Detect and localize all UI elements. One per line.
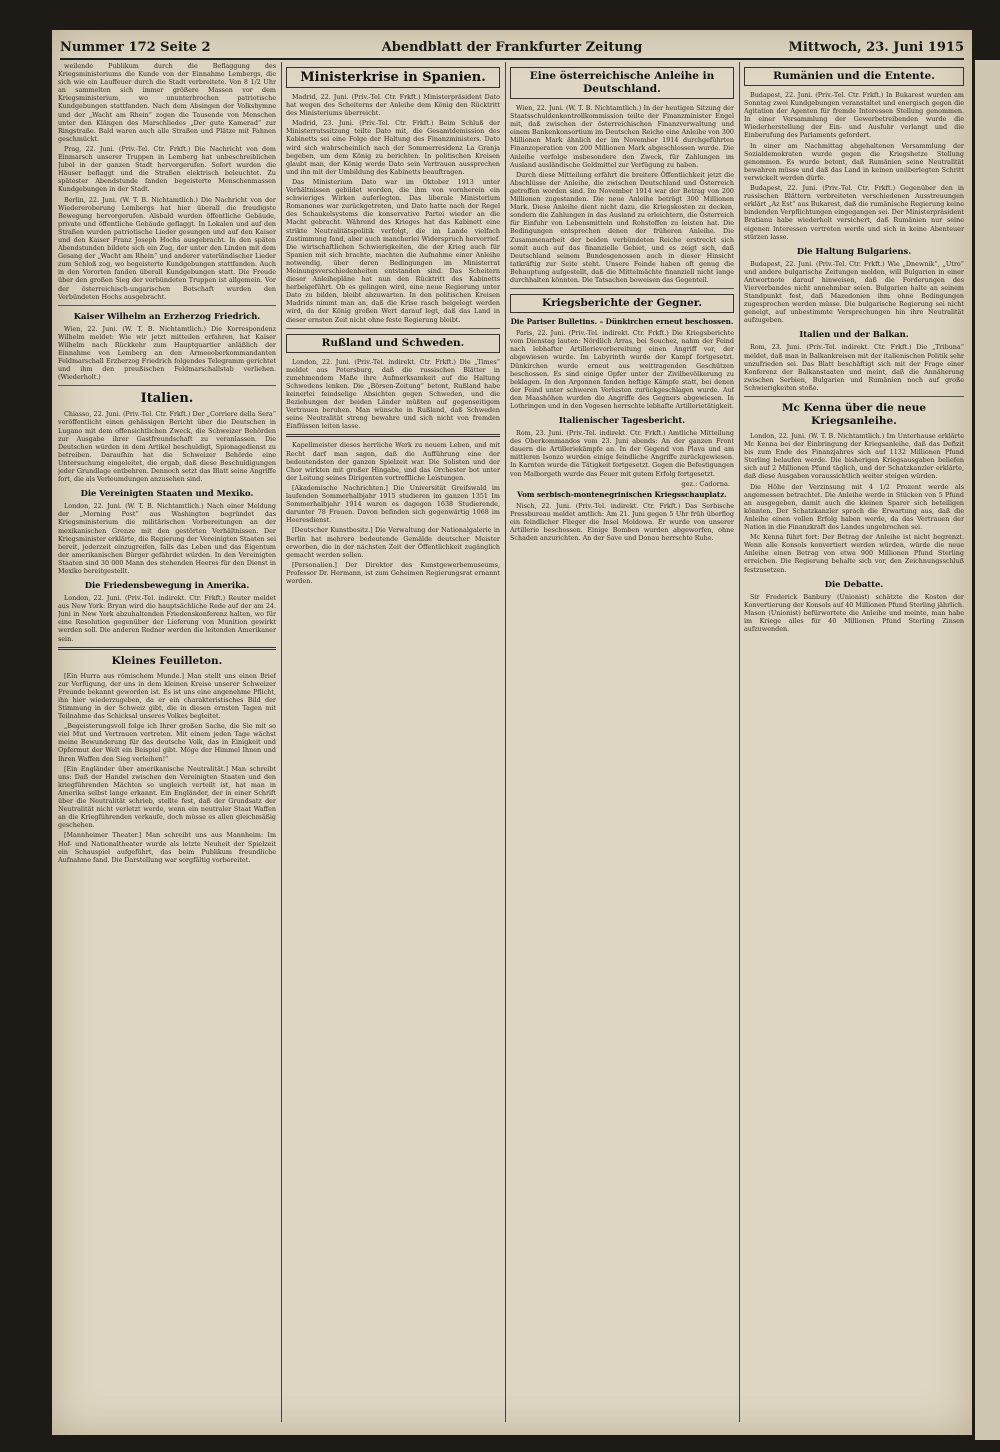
feuilleton-paragraph: [Ein Engländer über amerikanische Neutralität.] Man schreibt uns: Daß der Handel zwischen den Vereinigten Staaten und den kriegführenden Mächten so ungleich verteilt ist, hat man in Amerika selbst lange erkannt. Ein Engländer, der in einer Schrift über die Neutralität schrieb, stellte fest, daß der Grundsatz der Neutralität nicht verletzt werde, wenn ein neutraler Staat Waffen an die Kriegführenden verkaufe, doch müsse es allen gleichmäßig geschehen. [58,764,276,830]
column-3 [510,62,734,1422]
column-4 [744,62,964,1422]
article-paragraph: Paris, 22. Juni. (Priv.-Tel. indirekt. Ctr. Frkft.) Die Kriegsberichte vom Dienstag lauten: Nördlich Arras, bei Souchez, nahm der Feind nach lebhafter Artillerievorbereitung einen Angriff vor, der abgewiesen wurde. Im Labyrinth wurde der Kampf fortgesetzt. Dünkirchen wurde erneut aus weittragenden Geschützen beschossen. Es sind einige Opfer unter der Zivilbevölkerung zu beklagen. In den Argonnen fanden heftige Kämpfe statt, bei denen der Feind unter schweren Verlusten zurückgeschlagen wurde. Auf den Maashöhen wurden die Angriffe des Gegners abgewiesen. In Lothringen und in den Vogesen herrschte lebhafte Artillerietätigkeit. [510,329,734,410]
feuilleton-heading: Kleines Feuilleton. [111,654,223,667]
subheading-serbisch-montenegrinisch: Vom serbisch-montenegrinischen Kriegsschauplatz. [517,489,727,499]
section-heading-rumaenien: Rumänien und die Entente. [744,67,964,86]
feuilleton-divider [286,434,500,437]
feuilleton-paragraph: [Ein Hurra aus römischem Munde.] Man stellt uns einen Brief zur Verfügung, der uns in dem kleinen Kreise unserer Schweizer Freunde bekannt geworden ist. Es ist uns eine angenehme Pflicht, ihn hier wiederzugeben, da er ein charakteristisches Bild der Stimmung in der Schweiz gibt, die in diesen ernsten Tagen mit Teilnahme das Schicksal unseres Volkes begleitet. [58,671,276,721]
divider [58,305,276,306]
article-paragraph: Rom, 23. Juni. (Priv.-Tel. indirekt. Ctr. Frkft.) Die „Tribuna“ meldet, daß man in Balkankreisen mit der italienischen Politik sehr unzufrieden sei. Das Blatt beschäftigt sich mit der Frage einer Konferenz der Balkanstaaten und meint, daß die Annäherung zwischen Serbien, Bulgarien und Rumänien noch auf große Schwierigkeiten stoße. [744,343,964,392]
divider [286,328,500,329]
section-heading-kaiser: Kaiser Wilhelm an Erzherzog Friedrich. [73,310,261,321]
article-paragraph: Budapest, 22. Juni. (Priv.-Tel. Ctr. Frkft.) Gegenüber den in russischen Blättern verbreiteten verschiedenen Ausstreuungen erklärt „Az Est“ aus Bukarest, daß die rumänische Regierung keine bindenden Verpflichtungen eingegangen sei. Der Ministerpräsident Bratianu habe wiederholt versichert, daß Rumänien nur seine eigenen Interessen vertreten werde und sich in keine Abenteuer stürzen lasse. [744,184,964,241]
subheading-pariser-bulletins: Die Pariser Bulletins. – Dünkirchen erneut beschossen. [510,317,734,327]
feuilleton-paragraph: [Personalien.] Der Direktor des Kunstgewerbemuseums, Professor Dr. Hermann, ist zum Geheimen Regierungsrat ernannt worden. [286,560,500,585]
article-paragraph: Chiasso, 22. Juni. (Priv.-Tel. Ctr. Frkft.) Der „Corriere della Sera“ veröffentlicht einen gehässigen Bericht über die Deutschen in Lugano mit dem offensichtlichen Zweck, die Schweizer Behörden zur Ausgabe ihrer Gastfreundschaft zu veranlassen. Die Deutschen würden in dem Artikel beschuldigt, Spionagedienst zu betreiben. Daraufhin hat die Schweizer Behörde eine Untersuchung eingeleitet, die ergab, daß diese Beschuldigungen jeder Grundlage entbehren. Dennoch setzt das Blatt seine Angriffe fort, die als Verleumdungen anzusehen sind. [58,410,276,484]
article-paragraph: London, 22. Juni. (W. T. B. Nichtamtlich.) Nach einer Meldung der „Morning Post“ aus Washington begründet das Kriegsministerium die militärischen Vorbereitungen an der mexikanischen Grenze mit den gestörten Verhältnissen. Der Kriegsminister erklärte, die Regierung der Vereinigten Staaten sei bereit, jederzeit einzugreifen, falls das Leben und das Eigentum der amerikanischen Bürger gefährdet würden. In den Vereinigten Staaten sind 30 000 Mann des stehenden Heeres für den Dienst in Mexiko bereitgestellt. [58,502,276,575]
article-paragraph: Nisch, 22. Juni. (Priv.-Tel. indirekt. Ctr. Frkft.) Das Serbische Pressbureau meldet amtlich: Am 21. Juni gegen 5 Uhr früh überflog ein feindlicher Flieger die Insel Moldowa. Er wurde von unserer Artillerie beschossen. Einige Bomben wurden abgeworfen, ohne Schaden anzurichten. An der Save und Donau herrschte Ruhe. [510,501,734,543]
section-heading-mckenna: Mc Kenna über die neue Kriegsanleihe. [781,402,927,427]
feuilleton-divider [58,647,276,650]
section-heading-anleihe: Eine österreichische Anleihe in Deutschland. [510,67,734,99]
divider [58,385,276,386]
adjacent-page-edge [975,60,1000,1440]
newspaper-page [52,30,972,1435]
article-paragraph: Mc Kenna führt fort: Der Betrag der Anleihe ist nicht begrenzt. Wenn alle Konsols konvertiert werden würden, würde die neue Anleihe einen Betrag von etwa 900 Millionen Pfund Sterling erreichen. Die Regierung behalte sich vor, den Zeichnungsschluß festzusetzen. [744,533,964,574]
article-paragraph: Wien, 22. Juni. (W. T. B. Nichtamtlich.) In der heutigen Sitzung der Staatsschuldenkontrollkommission teilte der Finanzminister Engel mit, daß zwischen der österreichischen Finanzverwaltung und einem Bankenkonsortium im Deutschen Reiche eine Anleihe von 300 Millionen Mark ähnlich der im November 1914 durchgeführten Finanzoperation von 200 Millionen Mark abgeschlossen wurde. Die Anleihe verfolge insbesondere den Zweck, für Zahlungen im Ausland ausländische Geldmittel zur Verfügung zu haben. [510,104,734,169]
feuilleton-paragraph: [Akademische Nachrichten.] Die Universität Greifswald im laufenden Sommerhalbjahr 1915 studieren im ganzen 1351 Im Sommerhalbjahr 1914 waren es dagegen 1638 Studierende, darunter 78 Frauen. Davon befinden sich gegenwärtig 1068 im Heeresdienst. [286,483,500,525]
column-1 [58,62,276,1422]
divider [744,396,964,397]
issue-date: Mittwoch, 23. Juni 1915 [788,40,964,55]
section-heading-italienischer-tagesbericht: Italienischer Tagesbericht. [558,415,686,426]
article-paragraph: London, 22. Juni. (Priv.-Tel. indirekt. Ctr. Frkft.) Die „Times“ meldet aus Petersburg, daß die russischen Blätter in zunehmendem Maße ihre Aufmerksamkeit auf die Haltung Schwedens lenken. Die „Börsen-Zeitung“ betont, Rußland habe keinerlei feindselige Absichten gegen Schweden, und die Beziehungen der beiden Länder müßten auf gegenseitigem Vertrauen beruhen. Man wünsche in Rußland, daß Schweden seine Neutralität streng bewahre und sich nicht von fremden Einflüssen leiten lasse. [286,357,500,431]
section-heading-kriegsberichte: Kriegsberichte der Gegner. [510,294,734,313]
article-paragraph: In einer am Nachmittag abgehaltenen Versammlung der Sozialdemokraten wurde gegen die Kriegshetze Stellung genommen. Es wurde betont, daß Rumänien seine Neutralität bewahren müsse und daß das Land in keinen unüberlegten Schritt verwickelt werden dürfe. [744,141,964,182]
column-2 [286,62,500,1422]
article-paragraph: London, 22. Juni. (W. T. B. Nichtamtlich.) Im Unterhause erklärte Mc Kenna bei der Einbringung der Kriegsanleihe, daß das Defizit bis zum Ende des Finanzjahres sich auf 1132 Millionen Pfund Sterling belaufen werde. Die bisherigen Kriegsausgaben beliefen sich auf 2 Millionen Pfund täglich, und der Schatzkanzler erklärte, daß diese Ausgaben voraussichtlich weiter steigen würden. [744,432,964,481]
article-paragraph: Madrid, 23. Juni. (Priv.-Tel. Ctr. Frkft.) Beim Schluß der Ministerratssitzung teilte Dato mit, die Gesamtdemission des Kabinetts sei eine Folge der Haltung des Finanzministers. Dato wird sich wahrscheinlich nach der Sommerresidenz La Granja begeben, um dem König zu berichten. In politischen Kreisen glaubt man, der König werde Dato sein Vertrauen aussprechen und ihn mit der Umbildung des Kabinetts beauftragen. [286,119,500,176]
issue-number: Nummer 172 Seite 2 [60,40,211,55]
article-paragraph: Durch diese Mitteilung erfährt die breitere Öffentlichkeit jetzt die Abschlüsse der Anleihe, die zwischen Deutschland und Österreich getroffen worden sind. Im November 1914 war der Betrag von 200 Millionen zugestanden. Die neue Anleihe beträgt 300 Millionen Mark. Diese Anleihe dient nicht dazu, die Kriegskosten zu decken, sondern die Zahlungen in das Ausland zu erleichtern, die Österreich für Einfuhr von Lebensmitteln und Rohstoffen zu leisten hat. Die Bedingungen entsprechen denen der früheren Anleihe. Die Zusammenarbeit der beiden verbündeten Reiche erstreckt sich somit auch auf das finanzielle Gebiet, und es zeigt sich, daß Deutschland seinem Bundesgenossen auch in dieser Hinsicht tatkräftig zur Seite steht. Unsere Feinde haben oft genug die Behauptung aufgestellt, daß die Mittelmächte finanziell nicht lange durchhalten könnten. Die Tatsachen beweisen das Gegenteil. [510,170,734,284]
section-heading-russland: Rußland und Schweden. [286,334,500,353]
section-heading-friedensbewegung: Die Friedensbewegung in Amerika. [84,580,250,591]
article-paragraph: weilende Publikum durch die Beflaggung des Kriegsministeriums die Kunde von der Einnahme Lembergs, die sich wie ein Lauffeuer durch die Stadt verbreitete. Von 8 1/2 Uhr an sammelten sich immer größere Massen vor dem Kriegsministerium, wo ununterbrochen patriotische Kundgebungen stattfanden. Nach dem Absingen der Volkshymne und der „Wacht am Rhein“ zogen die Tausende von Menschen unter den Klängen des Marschliedes „Der gute Kamerad“ zur Ringstraße. Bald waren auch alle Straßen und Plätze mit Fahnen geschmückt. [58,62,276,143]
article-paragraph: Das Ministerium Dato war im Oktober 1913 unter Verhältnissen gebildet worden, die ihm von vornherein ein schwieriges Wirken auferlegten. Das liberale Ministerium Romanones war zurückgetreten, und Dato hatte nach der Regel des Schaukelsystems die konservative Partei wieder an die Macht gebracht. Während des Krieges hat das Kabinett eine strikte Neutralitätspolitik verfolgt, die im Lande vielfach Zustimmung fand, aber auch mancherlei Widerspruch hervorrief. Die wirtschaftlichen Schwierigkeiten, die der Krieg auch für Spanien mit sich brachte, machten die Aufnahme einer Anleihe notwendig, über deren Bedingungen im Ministerrat Meinungsverschiedenheiten entstanden sind. Das Scheitern dieser Anleihepläne hat nun den Rücktritt des Kabinetts herbeigeführt. Ob es gelingen wird, eine neue Regierung unter Dato zu bilden, bleibt abzuwarten. In den politischen Kreisen Madrids nimmt man an, daß die Krise rasch beigelegt werden wird, da der König großen Wert darauf legt, daß das Land in dieser ernsten Zeit nicht ohne feste Regierung bleibt. [286,177,500,324]
article-paragraph: Prag, 22. Juni. (Priv.-Tel. Ctr. Frkft.) Die Nachricht von dem Einmarsch unserer Truppen in Lemberg hat unbeschreiblichen Jubel in der ganzen Stadt hervorgerufen. Sofort wurden die Häuser beflaggt und die Straßen elektrisch beleuchtet. Zu spätester Abendstunde fanden begeisterte Menschenmassen Kundgebungen in der Stadt. [58,144,276,194]
article-paragraph: Budapest, 22. Juni. (Priv.-Tel. Ctr. Frkft.) Wie „Dnewnik“, „Utro“ und andere bulgarische Zeitungen melden, will Bulgarien in einer Antwortnote darauf hinweisen, daß die Forderungen des Vierverbandes nicht annehmbar seien. Bulgarien halte an seinem Standpunkt fest, daß Mazedonien ihm ohne Bedingungen zugesprochen werden müsse. Die bulgarische Regierung sei nicht geneigt, auf unbestimmte Versprechungen hin ihre Neutralität aufzugeben. [744,259,964,325]
feuilleton-paragraph: [Mannheimer Theater.] Man schreibt uns aus Mannheim: Im Hof- und Nationaltheater wurde als letzte Neuheit der Spielzeit ein Schauspiel aufgeführt, das beim Publikum freundliche Aufnahme fand. Die Darstellung war sorgfältig vorbereitet. [58,831,276,864]
section-heading-balkan: Italien und der Balkan. [799,329,909,340]
article-paragraph: Die Höhe der Verzinsung mit 4 1/2 Prozent werde als angemessen betrachtet. Die Anleihe werde in Stücken von 5 Pfund an ausgegeben, damit auch die kleinen Sparer sich beteiligen könnten. Der Schatzkanzler sprach die Erwartung aus, daß die Anleihe einen vollen Erfolg haben werde, da das Vertrauen der Nation in die Finanzkraft des Landes ungebrochen sei. [744,482,964,532]
article-paragraph: Sir Frederick Banbury (Unionist) schätzte die Kosten der Konvertierung der Konsols auf 40 Millionen Pfund Sterling jährlich. Mason (Unionist) befürwortete die Anleihe und meinte, man habe im Kriege alles für 40 Millionen Pfund Sterling Zinsen aufzuwenden. [744,592,964,633]
feuilleton-paragraph: „Begeisterungsvoll folge ich Ihrer großen Sache, die Sie mit so viel Mut und Vertrauen vertreten. Mit einem jeden Tage wächst meine Bewunderung für das deutsche Volk, das in Einigkeit und Opfermut der Welt ein Beispiel gibt. Möge der Himmel Ihnen und Ihren Waffen den Sieg verleihen!“ [58,722,276,763]
article-paragraph: Rom, 23. Juni. (Priv.-Tel. indirekt. Ctr. Frkft.) Amtliche Mitteilung des Oberkommandos vom 23. Juni abends: An der ganzen Front dauern die Artilleriekämpfe an. In der Gegend von Plava und am mittleren Isonzo wurden einige feindliche Angriffe zurückgewiesen. In Karnten wurde die Tätigkeit fortgesetzt. Gegen die Befestigungen von Malborgeth wurde das Feuer mit gutem Erfolg fortgesetzt. [510,429,734,478]
feuilleton-paragraph: Kapellmeister dieses herrliche Werk zu neuem Leben, und mit Recht darf man sagen, daß die Aufführung eine der bedeutendsten der ganzen Spielzeit war. Die Solisten und der Chor wirkten mit großer Hingabe, und das Orchester bot unter der Leitung seines Dirigenten vortreffliche Leistungen. [286,441,500,482]
article-paragraph: Berlin, 22. Juni. (W. T. B. Nichtamtlich.) Die Nachricht von der Wiedereroberung Lembergs hat hier überall die freudigste Bewegung hervorgerufen. Alsbald wurden öffentliche Gebäude, private und öffentliche Gebäude geflaggt. In Lokalen und auf den Straßen wurden patriotische Lieder gesungen und auf den Kaiser und den Kaiser Franz Joseph Hochs ausgebracht. In den späten Abendstunden bildete sich ein Zug, der unter den Linden mit dem Gesang der „Wacht am Rhein“ und anderer vaterländischer Lieder zum Schloß zog, wo begeisterte Kundgebungen stattfanden. Auch in den Vororten fanden überall Kundgebungen statt. Die Freude über den großen Sieg der verbündeten Truppen ist allgemein. Vor der österreichisch-ungarischen Botschaft wurden den Verbündeten Hochs ausgebracht. [58,195,276,301]
masthead: Abendblatt der Frankfurter Zeitung [381,40,643,55]
article-paragraph: Madrid, 22. Juni. (Priv.-Tel. Ctr. Frkft.) Ministerpräsident Dato hat wegen des Scheiterns der Anleihe dem König den Rücktritt des Ministeriums überreicht. [286,93,500,118]
feuilleton-paragraph: [Deutscher Kunstbesitz.] Die Verwaltung der Nationalgalerie in Berlin hat mehrere bedeutende Gemälde deutscher Meister erworben, die in der nächsten Zeit der Öffentlichkeit zugänglich gemacht werden sollen. [286,526,500,559]
article-paragraph: London, 22. Juni. (Priv.-Tel. indirekt. Ctr. Frkft.) Reuter meldet aus New York: Bryan wird die hauptsächliche Rede auf der am 24. Juni in New York abzuhaltenden Friedenskonferenz halten, wo für eine Resolution gegenüber der Lieferung von Munition gewirkt werden soll. Die anderen Redner werden die leitenden Amerikaner sein. [58,594,276,643]
section-heading-bulgarien: Die Haltung Bulgariens. [796,245,912,256]
article-paragraph: Wien, 22. Juni. (W. T. B. Nichtamtlich.) Die Korrespondenz Wilhelm meldet: Wie wir jetzt mitteilen erfahren, hat Kaiser Wilhelm nach Rückkehr zum Hauptquartier anläßlich der Einnahme von Lemberg an den Armeeoberkommandanten Feldmarschall Erzherzog Friedrich folgendes Telegramm gerichtet und ihm den preußischen Feldmarschallstab verliehen. (Wiederholt.) [58,324,276,382]
section-heading-italien: Italien. [140,391,194,407]
signature: gez.: Cadorna. [681,479,730,488]
divider [510,288,734,289]
article-paragraph: Budapest, 22. Juni. (Priv.-Tel. Ctr. Frkft.) In Bukarest wurden am Sonntag zwei Kundgebungen veranstaltet und energisch gegen die Agitation der Agenten für fremde Interessen Stellung genommen. In einer Versammlung der Gewerbetreibenden wurde die Wiederherstellung der Ein- und Ausfuhr verlangt und die Einberufung des Parlaments gefordert. [744,91,964,140]
column-rule [739,62,740,1422]
column-rule [281,62,282,1422]
section-heading-debatte: Die Debatte. [824,578,884,589]
column-rule [505,62,506,1422]
section-heading-vereinigte-staaten: Die Vereinigten Staaten und Mexiko. [80,488,254,499]
page-header [60,36,964,60]
section-heading-spanien: Ministerkrise in Spanien. [286,67,500,88]
